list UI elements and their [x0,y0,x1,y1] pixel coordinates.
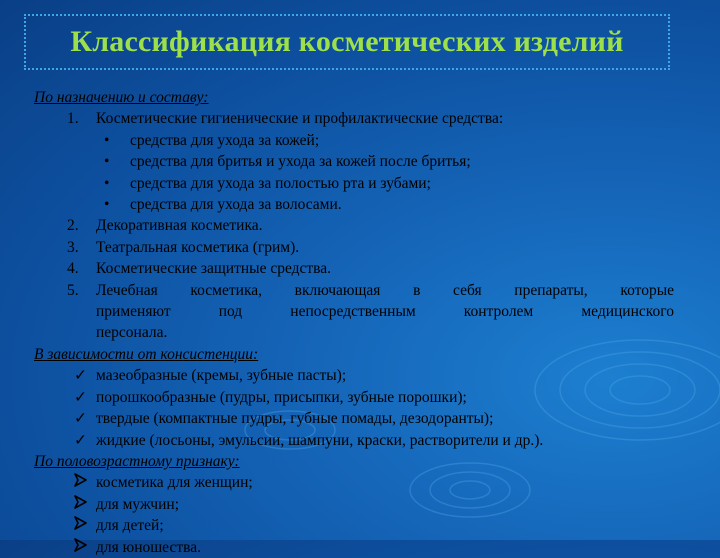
item-number: 5. [67,281,79,299]
bullet-item [34,151,674,172]
arrow-list-item [34,472,674,493]
check-icon: ✓ [74,388,87,406]
numbered-item-5-continuation [34,301,674,322]
numbered-item-5 [34,280,674,301]
item-text-line-1: Лечебная косметика, включающая в себя препараты, которые [96,281,674,299]
slide-title: Классификация косметических изделий [70,25,624,58]
arrow-icon [74,515,88,531]
arrow-list-item [34,494,674,515]
arrow-item-text: для юношества. [96,538,201,556]
bullet-icon: • [104,153,110,171]
arrow-icon [74,472,88,488]
item-number: 1. [67,110,79,128]
check-list-item [34,365,674,386]
check-list-item [34,430,674,451]
item-number: 2. [67,217,79,235]
check-icon: ✓ [74,431,87,449]
numbered-item-5-continuation [34,322,674,343]
arrow-item-text: косметика для женщин; [96,474,253,492]
numbered-item-3 [34,237,674,258]
check-icon: ✓ [74,410,87,428]
bullet-text: средства для ухода за волосами. [130,196,342,214]
bullet-icon: • [104,196,110,214]
bullet-item [34,173,674,194]
section-heading-consistency: В зависимости от консистенции: [34,345,259,363]
item-text: Декоративная косметика. [96,217,263,235]
item-text: Косметические защитные средства. [96,260,332,278]
slide-content [34,87,674,558]
numbered-item-1 [34,108,674,129]
check-icon: ✓ [74,367,87,385]
arrow-list-item [34,515,674,536]
bullet-text: средства для ухода за полостью рта и зубами; [130,174,431,192]
bullet-icon: • [104,131,110,149]
item-text-line-3: персонала. [96,324,168,342]
check-list-item [34,387,674,408]
check-list-item [34,408,674,429]
bullet-text: средства для бритья и ухода за кожей после бритья; [130,153,471,171]
bullet-text: средства для ухода за кожей; [130,131,320,149]
check-item-text: мазеобразные (кремы, зубные пасты); [96,367,347,385]
bullet-item [34,194,674,215]
bullet-icon: • [104,174,110,192]
section-heading-purpose: По назначению и составу: [34,89,209,106]
arrow-icon [74,494,88,510]
item-number: 4. [67,260,79,278]
title-box [24,14,670,70]
check-item-text: порошкообразные (пудры, присыпки, зубные порошки); [96,388,467,406]
section-heading-gender-age: По половозрастному признаку: [34,452,240,470]
item-number: 3. [67,238,79,256]
numbered-item-4 [34,258,674,279]
item-text-line-2: применяют под непосредственным контролем медицинского [96,303,674,321]
numbered-item-2 [34,215,674,236]
arrow-item-text: для мужчин; [96,495,179,513]
check-item-text: твердые (компактные пудры, губные помады, дезодоранты); [96,410,494,428]
bullet-item [34,130,674,151]
arrow-icon [74,537,88,553]
arrow-item-text: для детей; [96,517,164,535]
item-text: Театральная косметика (грим). [96,238,300,256]
item-text: Косметические гигиенические и профилактические средства: [96,110,504,128]
check-item-text: жидкие (лосьоны, эмульсии, шампуни, краски, растворители и др.). [96,431,544,449]
